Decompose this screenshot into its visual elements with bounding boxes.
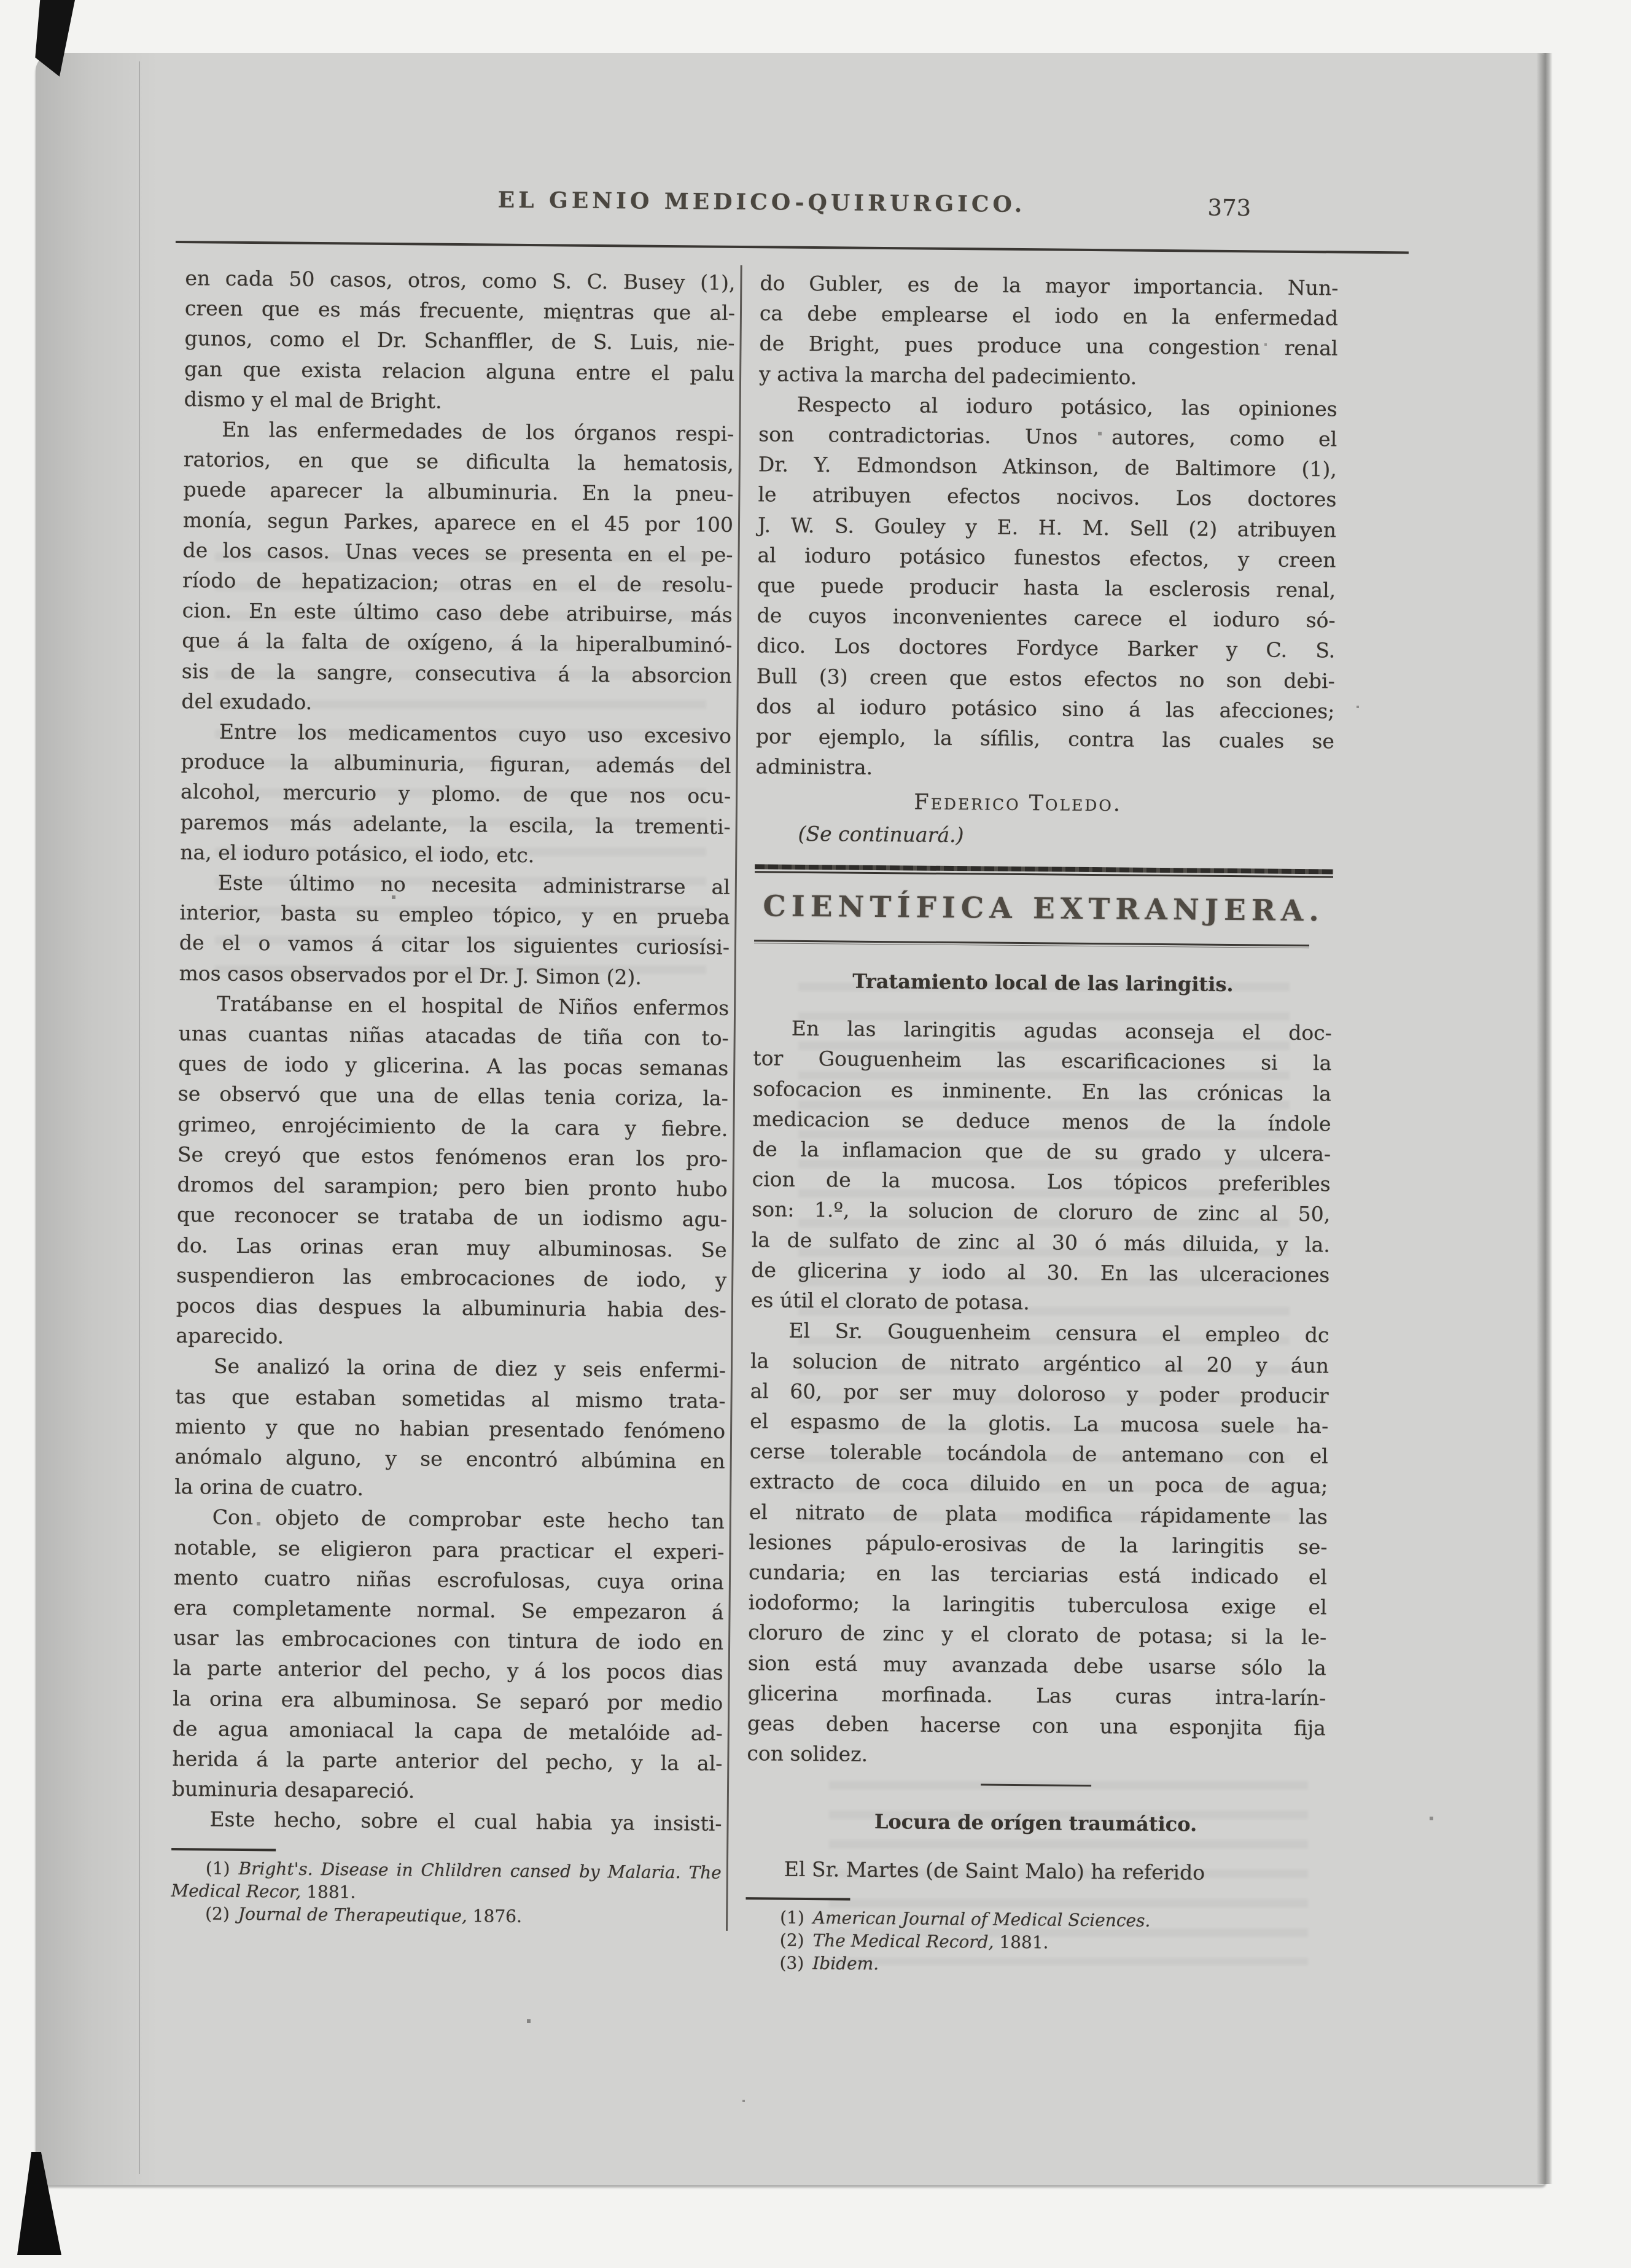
text-line: administra. <box>755 751 1334 786</box>
footnote <box>745 1951 1323 1979</box>
text-line: interior, basta su empleo tópico, y en prueba <box>179 897 730 932</box>
text-line: mos casos observados por el Dr. J. Simon (2). <box>179 958 729 993</box>
text-line: Entre los medicamentos cuyo uso excesivo <box>181 716 731 751</box>
text-line: notable, se eligieron para practicar el experi- <box>174 1532 724 1567</box>
text-line: dromos del sarampion; pero bien pronto hubo <box>177 1169 727 1204</box>
text-line: son contradictorias. Unos autores, como el <box>758 419 1337 454</box>
text-line: de el o vamos á citar los siguientes curiosísi- <box>179 928 730 963</box>
text-line: En las laringitis agudas aconseja el doc- <box>753 1013 1332 1048</box>
text-line: es útil el clorato de potasa. <box>751 1285 1329 1320</box>
text-line: En las enfermedades de los órganos respi- <box>184 414 734 449</box>
text-line: se observó que una de ellas tenia coriza, la- <box>178 1079 728 1114</box>
text-line: que puede producir hasta la esclerosis renal, <box>757 570 1336 605</box>
text-line: creen que es más frecuente, mientras que al- <box>185 293 735 328</box>
text-line: de la inflamacion que de su grado y ulcera- <box>752 1134 1331 1169</box>
text-line: medicacion se deduce menos de la índole <box>752 1104 1331 1139</box>
text-line: produce la albuminuria, figuran, además del <box>181 746 731 781</box>
footnote-number: (1) <box>780 1907 804 1927</box>
text-line: cerse tolerable tocándola de antemano con el <box>750 1436 1328 1471</box>
text-line: Respecto al ioduro potásico, las opiniones <box>758 389 1337 424</box>
text-line: do. Las orinas eran muy albuminosas. Se <box>176 1230 726 1265</box>
article-separator-rule <box>981 1784 1091 1787</box>
text-line: ca debe emplearse el iodo en la enfermedad <box>760 298 1338 333</box>
footnote-title: American Journal of Medical Sciences. <box>813 1908 1151 1931</box>
footnote-year: 1876. <box>467 1906 522 1927</box>
footnote-title: Bright's. Disease in Chlildren cansed by Malaria. The Medical Recor, <box>171 1858 722 1902</box>
text-line: anómalo alguno, y se encontró albúmina en <box>174 1441 725 1476</box>
text-line: grimeo, enrojécimiento de la cara y fiebre. <box>177 1109 728 1144</box>
text-line: aparecido. <box>176 1320 726 1355</box>
text-line: de Bright, pues produce una congestion renal <box>759 329 1337 364</box>
text-line: y activa la marcha del padecimiento. <box>759 359 1337 394</box>
text-line: por ejemplo, la sífilis, contra las cuales se <box>756 721 1334 756</box>
text-line: lesiones pápulo-erosivas de la laringitis se- <box>749 1527 1327 1562</box>
text-line: monía, segun Parkes, aparece en el 45 por 100 <box>183 505 733 540</box>
text-line: la solucion de nitrato argéntico al 20 y áun <box>750 1346 1329 1381</box>
footnote-year: 1881. <box>994 1931 1048 1952</box>
text-line: dico. Los doctores Fordyce Barker y C. S. <box>757 631 1335 666</box>
dust-specks <box>0 0 1 1</box>
footnote-title: Journal de Therapeutique, <box>238 1904 467 1926</box>
text-line: tas que estaban sometidas al mismo trata- <box>175 1381 725 1416</box>
text-line: Este hecho, sobre el cual habia ya insisti- <box>171 1804 722 1839</box>
text-line: al ioduro potásico funestos efectos, y creen <box>757 540 1336 575</box>
text-line: de cuyos inconvenientes carece el ioduro só- <box>757 600 1335 635</box>
text-line: son: 1.º, la solucion de cloruro de zinc al 50, <box>752 1194 1330 1229</box>
text-line: alcohol, mercurio y plomo. de que nos ocu- <box>181 777 731 812</box>
text-line: herida á la parte anterior del pecho, y la al- <box>172 1744 722 1779</box>
footnote-title: The Medical Record, <box>812 1930 994 1952</box>
text-line: Con objeto de comprobar este hecho tan <box>174 1502 725 1537</box>
section-heading: CIENTÍFICA EXTRANJERA. <box>754 891 1333 926</box>
text-line: la orina de cuatro. <box>174 1471 725 1506</box>
text-line: en cada 50 casos, otros, como S. C. Busey (1), <box>185 263 735 298</box>
article-subheading: Locura de orígen traumático. <box>746 1806 1325 1841</box>
text-line: cion. En este último caso debe atribuirse, más <box>182 595 733 630</box>
text-line: ratorios, en que se dificulta la hematosis, <box>184 444 734 479</box>
footnote-rule <box>171 1848 276 1851</box>
text-line: dos al ioduro potásico sino á las afecciones; <box>756 691 1334 726</box>
text-line: ques de iodo y glicerina. A las pocas semanas <box>178 1048 728 1083</box>
text-line: na, el ioduro potásico, el iodo, etc. <box>180 837 730 872</box>
text-line: unas cuantas niñas atacadas de tiña con to- <box>179 1018 729 1053</box>
text-line: Bull (3) creen que estos efectos no son debi- <box>757 661 1335 696</box>
text-line: J. W. S. Gouley y E. H. M. Sell (2) atribuyen <box>758 510 1336 545</box>
footnote-number: (3) <box>779 1952 804 1973</box>
text-line: tor Gouguenheim las escarificaciones si la <box>753 1043 1331 1078</box>
footnote-number: (2) <box>205 1903 230 1923</box>
text-line: gunos, como el Dr. Schanffler, de S. Luis, nie- <box>184 324 734 359</box>
text-line: sofocacion es inminente. En las crónicas la <box>753 1074 1331 1109</box>
text-line: con solidez. <box>747 1738 1325 1773</box>
footnote-title: Ibidem. <box>812 1953 879 1974</box>
column-right <box>745 268 1338 1979</box>
text-line: Dr. Y. Edmondson Atkinson, de Baltimore (1), <box>758 449 1337 484</box>
text-line: miento y que no habian presentado fenómeno <box>175 1411 725 1446</box>
text-line: El Sr. Gouguenheim censura el empleo dc <box>750 1315 1329 1350</box>
footnote <box>171 1902 721 1930</box>
section-separator-rule <box>755 864 1333 878</box>
journal-masthead-title: EL GENIO MEDICO-QUIRURGICO. <box>381 186 1142 219</box>
footnote-number: (2) <box>780 1930 804 1950</box>
text-line: cion de la mucosa. Los tópicos preferibles <box>752 1164 1330 1199</box>
header-rule <box>176 241 1409 254</box>
text-line: la de sulfato de zinc al 30 ó más diluida, y la. <box>752 1225 1330 1260</box>
text-line: geas deben hacerse con una esponjita fija <box>747 1708 1326 1743</box>
text-line: Este último no necesita administrarse al <box>180 867 730 902</box>
footnote-year: 1881. <box>301 1881 356 1902</box>
column-left <box>171 263 736 1929</box>
text-line: cloruro de zinc y el clorato de potasa; si la le- <box>748 1618 1326 1653</box>
text-line: suspendieron las embrocaciones de iodo, y <box>176 1260 726 1295</box>
text-line: de los casos. Unas veces se presenta en el pe- <box>182 535 733 570</box>
text-line: mento cuatro niñas escrofulosas, cuya orina <box>174 1562 724 1597</box>
page-number: 373 <box>1207 195 1251 222</box>
text-line: buminuria desapareció. <box>172 1774 722 1809</box>
text-line: la orina era albuminosa. Se separó por medio <box>173 1683 723 1718</box>
footnote-rule <box>745 1897 850 1900</box>
heading-underline-rule <box>754 940 1309 948</box>
text-line: era completamente normal. Se empezaron á <box>173 1592 723 1627</box>
text-line: puede aparecer la albuminuria. En la pneu- <box>183 475 733 510</box>
text-line: le atribuyen efectos nocivos. Los doctores <box>758 480 1336 515</box>
text-line: cundaria; en las terciarias está indicado el <box>749 1557 1327 1592</box>
text-line: pocos dias despues la albuminuria habia des- <box>176 1290 726 1325</box>
text-line: que á la falta de oxígeno, á la hiperalbuminó- <box>182 626 732 661</box>
text-line: dismo y el mal de Bright. <box>184 384 734 419</box>
text-line: usar las embrocaciones con tintura de iodo en <box>173 1623 723 1658</box>
text-line: Se analizó la orina de diez y seis enfermi- <box>176 1350 726 1385</box>
text-line: la parte anterior del pecho, y á los pocos dias <box>173 1653 723 1688</box>
text-line: de agua amoniacal la capa de metalóide ad- <box>173 1713 723 1748</box>
text-line: al 60, por ser muy doloroso y poder producir <box>750 1376 1328 1411</box>
text-line: Tratábanse en el hospital de Niños enfermos <box>179 988 729 1023</box>
footnote <box>171 1857 722 1907</box>
text-line: sion está muy avanzada debe usarse sólo la <box>748 1648 1326 1683</box>
article-subheading: Tratamiento local de las laringitis. <box>753 965 1332 1000</box>
text-line: iodoformo; la laringitis tuberculosa exige el <box>748 1587 1326 1622</box>
footnotes <box>745 1906 1324 1979</box>
text-line: el nitrato de plata modifica rápidamente las <box>749 1497 1328 1532</box>
text-line: paremos más adelante, la escila, la trementi- <box>181 807 731 842</box>
continuation-note: (Se continuará.) <box>755 818 1333 853</box>
text-line: gan que exista relacion alguna entre el palu <box>184 354 734 389</box>
text-line: ríodo de hepatizacion; otras en el de resolu- <box>182 565 733 600</box>
text-line: de glicerina y iodo al 30. En las ulceraciones <box>751 1255 1329 1290</box>
footnotes <box>171 1857 722 1930</box>
text-line: Se creyó que estos fenómenos eran los pro- <box>177 1139 728 1174</box>
author-signature: Federico Toledo. <box>755 787 1334 822</box>
text-line: que reconocer se trataba de un iodismo agu- <box>177 1199 727 1234</box>
text-line: extracto de coca diluido en un poca de agua; <box>749 1467 1328 1502</box>
text-line: El Sr. Martes (de Saint Malo) ha referido <box>746 1853 1325 1888</box>
text-line: do Gubler, es de la mayor importancia. Nun- <box>760 268 1338 303</box>
footnote-number: (1) <box>206 1858 230 1878</box>
text-line: sis de la sangre, consecutiva á la absorcion <box>182 656 732 691</box>
text-line: del exudado. <box>181 686 731 721</box>
text-line: el espasmo de la glotis. La mucosa suele ha- <box>750 1406 1328 1441</box>
text-line: glicerina morfinada. Las curas intra-larín- <box>747 1678 1326 1713</box>
